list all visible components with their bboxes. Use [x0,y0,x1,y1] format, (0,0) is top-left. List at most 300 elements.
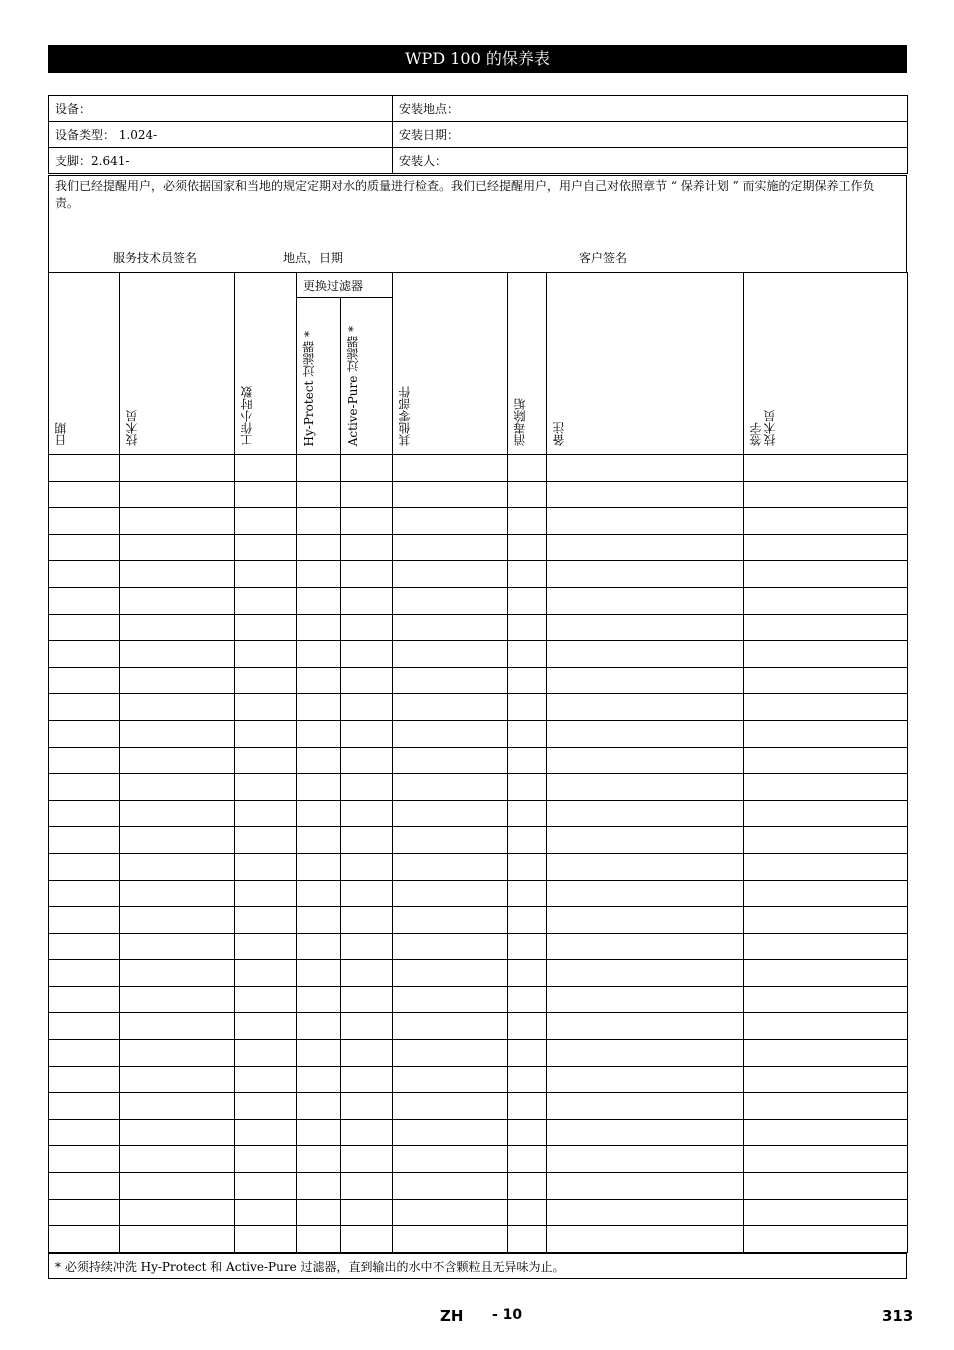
table-cell[interactable] [508,960,547,987]
table-cell[interactable] [547,481,744,508]
table-cell[interactable] [744,907,908,934]
table-cell[interactable] [297,960,341,987]
table-cell[interactable] [547,960,744,987]
table-cell[interactable] [547,614,744,641]
table-cell[interactable] [120,587,235,614]
table-cell[interactable] [547,1173,744,1200]
table-cell[interactable] [120,1013,235,1040]
table-row [49,853,908,880]
table-cell[interactable] [744,1226,908,1253]
table-cell[interactable] [49,667,120,694]
table-cell[interactable] [235,1066,297,1093]
table-cell[interactable] [341,933,393,960]
table-cell[interactable] [508,694,547,721]
table-cell[interactable] [341,853,393,880]
table-cell[interactable] [235,561,297,588]
table-cell[interactable] [547,534,744,561]
device-type-field[interactable]: 设备类型： 1.024- [49,122,393,148]
table-cell[interactable] [341,827,393,854]
table-cell[interactable] [508,534,547,561]
table-cell[interactable] [120,747,235,774]
table-cell[interactable] [744,1199,908,1226]
table-row [49,1119,908,1146]
table-cell[interactable] [393,1146,508,1173]
table-cell[interactable] [393,508,508,535]
table-cell[interactable] [235,880,297,907]
table-cell[interactable] [341,747,393,774]
table-row [49,747,908,774]
table-cell[interactable] [341,481,393,508]
table-cell[interactable] [508,827,547,854]
table-cell[interactable] [120,614,235,641]
table-cell[interactable] [341,1119,393,1146]
table-cell[interactable] [508,455,547,482]
table-cell[interactable] [297,933,341,960]
table-cell[interactable] [297,1066,341,1093]
table-cell[interactable] [508,747,547,774]
table-cell[interactable] [744,720,908,747]
table-cell[interactable] [744,1173,908,1200]
table-cell[interactable] [120,667,235,694]
table-cell[interactable] [508,986,547,1013]
table-cell[interactable] [49,455,120,482]
table-cell[interactable] [508,880,547,907]
table-cell[interactable] [49,853,120,880]
table-cell[interactable] [341,907,393,934]
table-cell[interactable] [49,880,120,907]
table-cell[interactable] [341,960,393,987]
table-cell[interactable] [235,667,297,694]
table-cell[interactable] [235,694,297,721]
table-cell[interactable] [341,986,393,1013]
table-cell[interactable] [393,1199,508,1226]
table-cell[interactable] [547,774,744,801]
table-cell[interactable] [235,827,297,854]
table-cell[interactable] [547,827,744,854]
table-cell[interactable] [49,960,120,987]
install-date-field[interactable]: 安装日期： [393,122,908,148]
table-cell[interactable] [120,481,235,508]
table-cell[interactable] [120,986,235,1013]
table-cell[interactable] [341,614,393,641]
table-cell[interactable] [744,933,908,960]
table-cell[interactable] [508,1013,547,1040]
table-cell[interactable] [297,534,341,561]
table-cell[interactable] [235,1040,297,1067]
table-cell[interactable] [341,587,393,614]
table-cell[interactable] [120,1040,235,1067]
table-cell[interactable] [49,720,120,747]
installer-field[interactable]: 安装人： [393,148,908,174]
table-cell[interactable] [235,508,297,535]
table-cell[interactable] [341,774,393,801]
table-cell[interactable] [744,694,908,721]
table-cell[interactable] [120,455,235,482]
table-cell[interactable] [341,1199,393,1226]
table-cell[interactable] [744,880,908,907]
table-cell[interactable] [49,800,120,827]
table-cell[interactable] [297,800,341,827]
table-cell[interactable] [49,1066,120,1093]
table-cell[interactable] [49,774,120,801]
table-cell[interactable] [49,508,120,535]
table-cell[interactable] [235,853,297,880]
table-row [49,1146,908,1173]
table-cell[interactable] [547,1013,744,1040]
table-cell[interactable] [508,1093,547,1120]
table-cell[interactable] [341,694,393,721]
table-cell[interactable] [49,534,120,561]
table-cell[interactable] [393,1173,508,1200]
table-row [49,1093,908,1120]
table-cell[interactable] [744,986,908,1013]
table-cell[interactable] [744,534,908,561]
table-cell[interactable] [393,614,508,641]
table-cell[interactable] [297,614,341,641]
table-cell[interactable] [120,1199,235,1226]
table-cell[interactable] [120,1226,235,1253]
table-cell[interactable] [297,667,341,694]
table-cell[interactable] [393,1093,508,1120]
table-cell[interactable] [744,508,908,535]
table-cell[interactable] [341,641,393,668]
table-cell[interactable] [744,853,908,880]
table-cell[interactable] [341,1226,393,1253]
table-cell[interactable] [393,853,508,880]
table-cell[interactable] [341,1066,393,1093]
table-cell[interactable] [235,907,297,934]
table-cell[interactable] [235,1226,297,1253]
table-cell[interactable] [49,1173,120,1200]
header-signature: 签字 技术员 [744,273,908,455]
table-cell[interactable] [744,614,908,641]
table-row [49,880,908,907]
table-cell[interactable] [508,641,547,668]
table-cell[interactable] [547,1093,744,1120]
table-cell[interactable] [508,907,547,934]
table-cell[interactable] [235,1173,297,1200]
header-hy-protect: Hy-Protect 过滤器 * [297,298,341,455]
table-cell[interactable] [120,1146,235,1173]
table-cell[interactable] [341,1146,393,1173]
table-cell[interactable] [120,720,235,747]
table-row [49,455,908,482]
table-cell[interactable] [49,1040,120,1067]
table-cell[interactable] [120,1119,235,1146]
table-cell[interactable] [744,1119,908,1146]
table-cell[interactable] [508,1119,547,1146]
header-replace-filter: 更换过滤器 [297,273,393,298]
table-cell[interactable] [744,747,908,774]
table-cell[interactable] [120,907,235,934]
table-cell[interactable] [341,534,393,561]
table-cell[interactable] [393,1066,508,1093]
table-cell[interactable] [393,960,508,987]
table-cell[interactable] [547,747,744,774]
table-cell[interactable] [297,508,341,535]
table-cell[interactable] [341,1040,393,1067]
table-cell[interactable] [235,1119,297,1146]
table-cell[interactable] [297,1119,341,1146]
place-date-label: 地点，日期 [283,251,344,265]
table-cell[interactable] [235,1146,297,1173]
table-cell[interactable] [297,853,341,880]
table-cell[interactable] [120,534,235,561]
table-cell[interactable] [744,1040,908,1067]
table-cell[interactable] [235,641,297,668]
table-cell[interactable] [547,694,744,721]
table-cell[interactable] [120,1066,235,1093]
table-cell[interactable] [547,508,744,535]
table-cell[interactable] [49,587,120,614]
table-cell[interactable] [235,1093,297,1120]
footer-section-page: - 10 [492,1307,523,1323]
table-cell[interactable] [547,933,744,960]
table-cell[interactable] [744,561,908,588]
table-cell[interactable] [547,587,744,614]
table-cell[interactable] [49,827,120,854]
table-cell[interactable] [393,694,508,721]
table-cell[interactable] [547,1040,744,1067]
table-cell[interactable] [547,1226,744,1253]
footer-language: ZH [440,1307,464,1325]
table-cell[interactable] [393,561,508,588]
table-cell[interactable] [235,1013,297,1040]
table-cell[interactable] [297,880,341,907]
table-cell[interactable] [547,667,744,694]
table-cell[interactable] [744,800,908,827]
table-cell[interactable] [235,960,297,987]
table-cell[interactable] [120,960,235,987]
table-cell[interactable] [508,853,547,880]
table-cell[interactable] [744,641,908,668]
table-cell[interactable] [49,933,120,960]
table-cell[interactable] [744,1093,908,1120]
table-cell[interactable] [235,614,297,641]
table-cell[interactable] [297,1146,341,1173]
table-cell[interactable] [49,747,120,774]
table-cell[interactable] [120,933,235,960]
table-cell[interactable] [341,880,393,907]
table-cell[interactable] [49,694,120,721]
table-cell[interactable] [341,455,393,482]
table-cell[interactable] [341,800,393,827]
stand-field[interactable]: 支脚：2.641- [49,148,393,174]
header-other-parts: 其他零部件 [393,273,508,455]
table-cell[interactable] [744,455,908,482]
table-cell[interactable] [547,1066,744,1093]
table-cell[interactable] [393,720,508,747]
device-field[interactable]: 设备： [49,96,393,122]
table-cell[interactable] [393,986,508,1013]
table-cell[interactable] [547,907,744,934]
table-cell[interactable] [49,1013,120,1040]
table-cell[interactable] [508,614,547,641]
table-cell[interactable] [744,1066,908,1093]
table-row [49,508,908,535]
table-cell[interactable] [508,1146,547,1173]
table-cell[interactable] [744,960,908,987]
table-cell[interactable] [297,827,341,854]
table-cell[interactable] [547,853,744,880]
table-cell[interactable] [547,720,744,747]
table-cell[interactable] [393,880,508,907]
table-cell[interactable] [235,534,297,561]
table-cell[interactable] [341,1093,393,1120]
table-cell[interactable] [235,720,297,747]
table-cell[interactable] [235,800,297,827]
table-cell[interactable] [341,1013,393,1040]
table-cell[interactable] [297,481,341,508]
table-cell[interactable] [508,561,547,588]
table-cell[interactable] [49,481,120,508]
table-cell[interactable] [508,800,547,827]
table-cell[interactable] [49,1119,120,1146]
table-cell[interactable] [120,774,235,801]
table-cell[interactable] [393,1119,508,1146]
table-cell[interactable] [49,1199,120,1226]
table-row [49,933,908,960]
table-cell[interactable] [297,1199,341,1226]
table-cell[interactable] [120,641,235,668]
table-cell[interactable] [235,986,297,1013]
table-cell[interactable] [235,774,297,801]
table-cell[interactable] [508,1040,547,1067]
table-cell[interactable] [508,1173,547,1200]
table-cell[interactable] [120,1173,235,1200]
table-cell[interactable] [297,641,341,668]
table-cell[interactable] [508,508,547,535]
table-cell[interactable] [49,1093,120,1120]
table-cell[interactable] [508,1199,547,1226]
table-cell[interactable] [547,1146,744,1173]
table-cell[interactable] [508,481,547,508]
table-cell[interactable] [393,907,508,934]
table-cell[interactable] [49,614,120,641]
table-cell[interactable] [49,1146,120,1173]
table-cell[interactable] [393,1226,508,1253]
table-cell[interactable] [341,561,393,588]
table-cell[interactable] [744,1146,908,1173]
table-cell[interactable] [120,827,235,854]
table-cell[interactable] [547,561,744,588]
header-disinfection: 消毒除垢 [508,273,547,455]
table-row [49,1173,908,1200]
table-cell[interactable] [297,720,341,747]
table-cell[interactable] [393,455,508,482]
table-cell[interactable] [393,1040,508,1067]
table-cell[interactable] [120,561,235,588]
table-cell[interactable] [49,561,120,588]
table-cell[interactable] [49,986,120,1013]
table-cell[interactable] [508,587,547,614]
table-cell[interactable] [393,747,508,774]
table-cell[interactable] [297,1013,341,1040]
table-cell[interactable] [393,641,508,668]
table-cell[interactable] [297,986,341,1013]
table-cell[interactable] [120,1093,235,1120]
table-cell[interactable] [393,827,508,854]
table-cell[interactable] [393,1013,508,1040]
table-cell[interactable] [341,508,393,535]
table-cell[interactable] [393,800,508,827]
table-cell[interactable] [393,481,508,508]
install-location-field[interactable]: 安装地点： [393,96,908,122]
table-cell[interactable] [297,694,341,721]
table-cell[interactable] [547,1119,744,1146]
table-cell[interactable] [547,880,744,907]
table-cell[interactable] [744,667,908,694]
table-cell[interactable] [297,747,341,774]
table-cell[interactable] [547,1199,744,1226]
table-cell[interactable] [49,1226,120,1253]
table-cell[interactable] [235,455,297,482]
table-cell[interactable] [508,933,547,960]
table-cell[interactable] [508,667,547,694]
page-title: WPD 100 的保养表 [48,45,907,73]
table-cell[interactable] [235,747,297,774]
table-cell[interactable] [393,667,508,694]
table-cell[interactable] [744,587,908,614]
table-cell[interactable] [508,774,547,801]
table-cell[interactable] [49,641,120,668]
table-cell[interactable] [744,481,908,508]
table-cell[interactable] [297,561,341,588]
table-cell[interactable] [508,1226,547,1253]
table-cell[interactable] [297,587,341,614]
table-cell[interactable] [393,534,508,561]
notice-box [48,175,907,273]
table-cell[interactable] [341,667,393,694]
table-cell[interactable] [297,1226,341,1253]
table-row [49,1040,908,1067]
table-cell[interactable] [297,774,341,801]
table-cell[interactable] [393,587,508,614]
table-cell[interactable] [297,907,341,934]
table-cell[interactable] [235,1199,297,1226]
table-cell[interactable] [744,827,908,854]
table-cell[interactable] [297,1093,341,1120]
maintenance-log-table [48,272,908,1253]
table-cell[interactable] [120,853,235,880]
table-cell[interactable] [508,1066,547,1093]
table-cell[interactable] [547,455,744,482]
table-cell[interactable] [393,774,508,801]
table-cell[interactable] [393,933,508,960]
table-cell[interactable] [120,880,235,907]
table-cell[interactable] [235,933,297,960]
table-cell[interactable] [744,1013,908,1040]
table-cell[interactable] [120,694,235,721]
table-cell[interactable] [235,481,297,508]
table-cell[interactable] [297,1173,341,1200]
table-cell[interactable] [235,587,297,614]
table-cell[interactable] [547,800,744,827]
table-cell[interactable] [120,508,235,535]
table-cell[interactable] [341,1173,393,1200]
table-cell[interactable] [341,720,393,747]
table-cell[interactable] [297,455,341,482]
table-cell[interactable] [508,720,547,747]
table-row [49,827,908,854]
table-cell[interactable] [297,1040,341,1067]
table-cell[interactable] [547,641,744,668]
table-cell[interactable] [744,774,908,801]
table-cell[interactable] [49,907,120,934]
log-rows [49,455,908,1253]
table-cell[interactable] [547,986,744,1013]
table-cell[interactable] [120,800,235,827]
